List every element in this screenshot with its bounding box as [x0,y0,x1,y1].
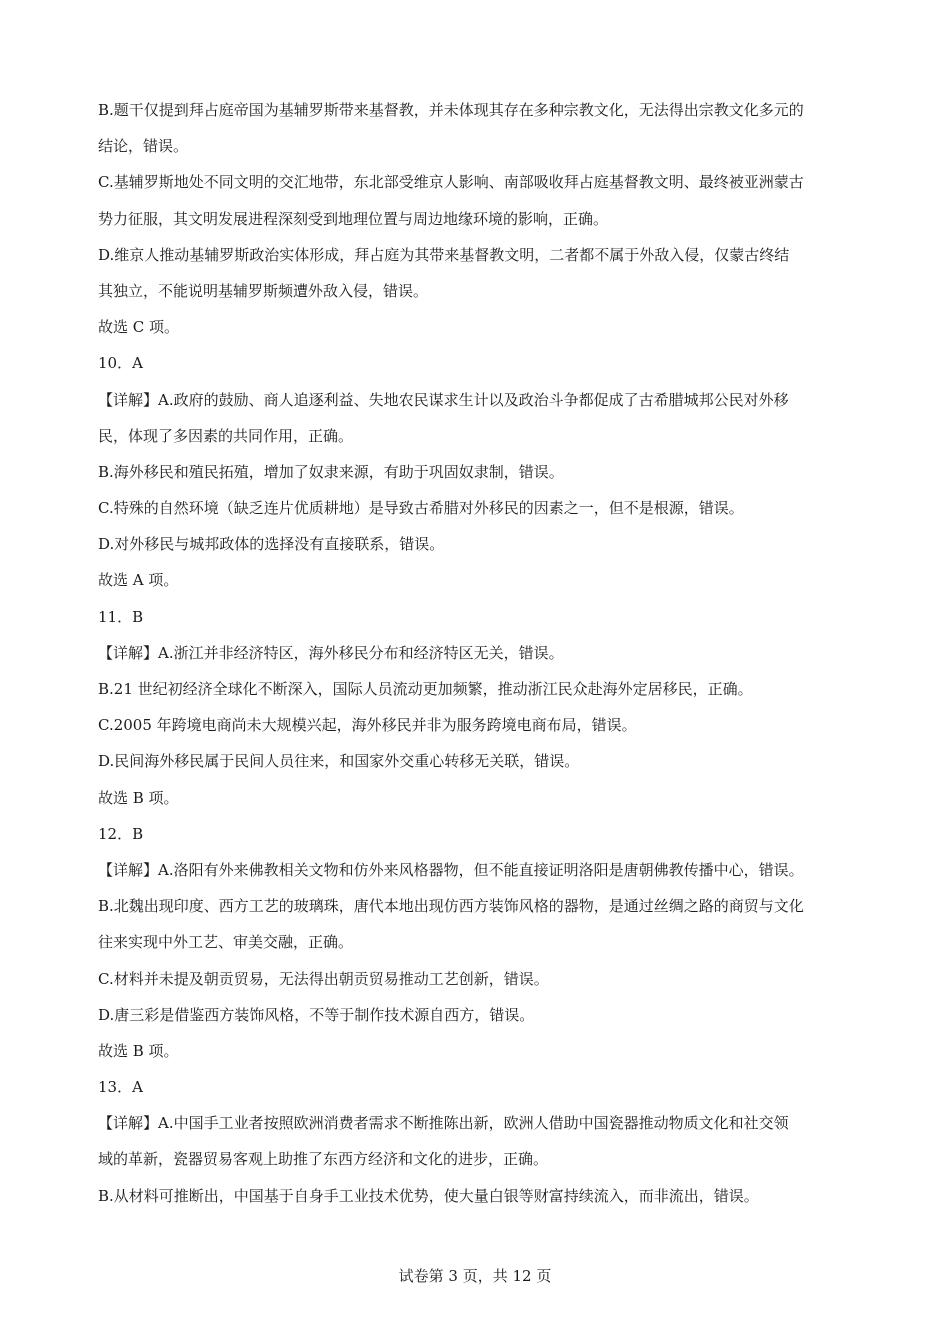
text-line: B.北魏出现印度、西方工艺的玻璃珠，唐代本地出现仿西方装饰风格的器物，是通过丝绸之路的商贸与文化 [98,897,804,916]
text-line: C.特殊的自然环境（缺乏连片优质耕地）是导致古希腊对外移民的因素之一，但不是根源，错误。 [98,499,744,518]
answer-conclusion: 故选 B 项。 [98,1041,179,1060]
text-line: 域的革新，瓷器贸易客观上助推了东西方经济和文化的进步，正确。 [98,1150,549,1169]
question-number: 12．B [98,824,144,843]
document-body [98,92,858,1214]
text-line: 往来实现中外工艺、审美交融，正确。 [98,933,354,952]
answer-conclusion: 故选 C 项。 [98,318,180,337]
question-number: 11．B [98,607,144,626]
answer-conclusion: 故选 B 项。 [98,788,179,807]
text-line: 【详解】A.政府的鼓励、商人追逐利益、失地农民谋求生计以及政治斗争都促成了古希腊城邦公民对外移 [98,390,789,409]
text-line: D.对外移民与城邦政体的选择没有直接联系，错误。 [98,535,445,554]
text-line: C.基辅罗斯地处不同文明的交汇地带，东北部受维京人影响、南部吸收拜占庭基督教文明、最终被亚洲蒙古 [98,173,804,192]
text-line: D.维京人推动基辅罗斯政治实体形成，拜占庭为其带来基督教文明，二者都不属于外敌入侵，仅蒙古终结 [98,245,790,264]
text-line: D.民间海外移民属于民间人员往来，和国家外交重心转移无关联，错误。 [98,752,580,771]
text-line: 【详解】A.中国手工业者按照欧洲消费者需求不断推陈出新，欧洲人借助中国瓷器推动物质文化和社交领 [98,1114,789,1133]
page-footer: 试卷第 3 页，共 12 页 [398,1267,552,1285]
question-number: 10．A [98,354,143,373]
text-line: B.题干仅提到拜占庭帝国为基辅罗斯带来基督教，并未体现其存在多种宗教文化，无法得出宗教文化多元的 [98,101,804,119]
question-number: 13．A [98,1078,143,1097]
text-line: B.从材料可推断出，中国基于自身手工业技术优势，使大量白银等财富持续流入，而非流出，错误。 [98,1186,759,1205]
text-line: 势力征服，其文明发展进程深刻受到地理位置与周边地缘环境的影响，正确。 [98,209,609,228]
text-line: C.材料并未提及朝贡贸易，无法得出朝贡贸易推动工艺创新，错误。 [98,969,549,988]
text-line: B.海外移民和殖民拓殖，增加了奴隶来源，有助于巩固奴隶制，错误。 [98,462,564,481]
text-line: 民，体现了多因素的共同作用，正确。 [98,426,354,445]
text-line: 结论，错误。 [98,137,189,156]
answer-conclusion: 故选 A 项。 [98,571,179,590]
text-line: B.21 世纪初经济全球化不断深入，国际人员流动更加频繁，推动浙江民众赴海外定居移民，正确。 [98,680,753,698]
text-line: 【详解】A.浙江并非经济特区，海外移民分布和经济特区无关，错误。 [98,643,564,662]
text-line: 其独立，不能说明基辅罗斯频遭外敌入侵，错误。 [98,281,429,300]
text-line: 【详解】A.洛阳有外来佛教相关文物和仿外来风格器物，但不能直接证明洛阳是唐朝佛教传播中心，错误。 [98,860,804,879]
text-line: D.唐三彩是借鉴西方装饰风格，不等于制作技术源自西方，错误。 [98,1005,535,1024]
text-line: C.2005 年跨境电商尚未大规模兴起，海外移民并非为服务跨境电商布局，错误。 [98,716,637,735]
